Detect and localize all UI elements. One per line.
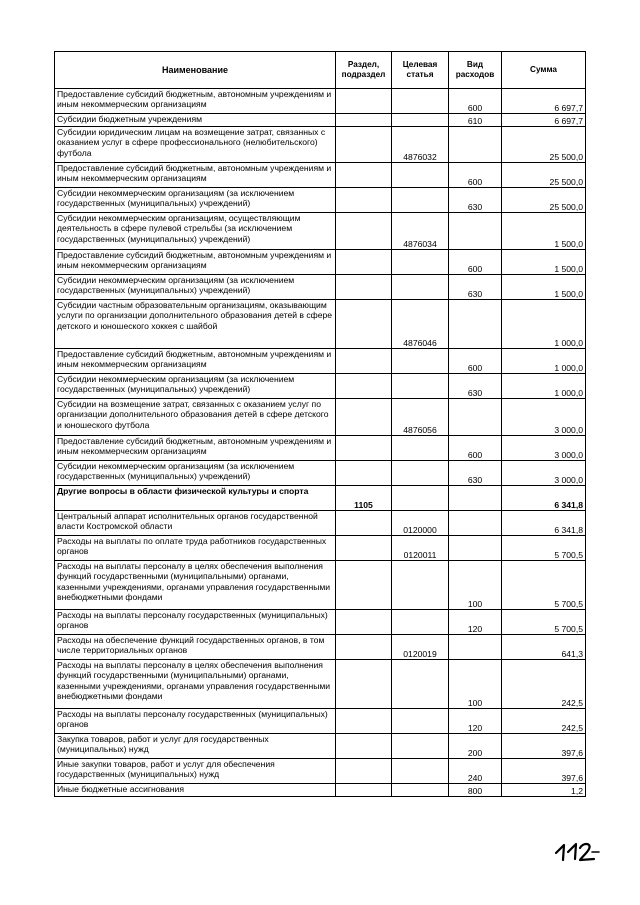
- row-target: 0120019: [392, 635, 449, 660]
- row-target: [392, 784, 449, 797]
- row-amount: 242,5: [502, 660, 586, 709]
- row-target: [392, 610, 449, 635]
- row-section: [336, 89, 392, 114]
- row-name: Другие вопросы в области физической культуры и спорта: [55, 486, 336, 511]
- row-expense: 100: [449, 561, 502, 610]
- table-row: [55, 300, 586, 349]
- row-target: [392, 349, 449, 374]
- row-amount: 242,5: [502, 709, 586, 734]
- row-target: 0120000: [392, 511, 449, 536]
- table-body: [55, 89, 586, 797]
- row-name: Субсидии юридическим лицам на возмещение затрат, связанных с оказанием услуг в сфере профессионального (нелюбительского) футбола: [55, 127, 336, 163]
- row-section: [336, 374, 392, 399]
- row-name: Расходы на выплаты персоналу государственных (муниципальных) органов: [55, 709, 336, 734]
- row-name: Субсидии бюджетным учреждениям: [55, 114, 336, 127]
- row-amount: 1 500,0: [502, 213, 586, 250]
- row-expense: 240: [449, 759, 502, 784]
- table-row: [55, 188, 586, 213]
- table-row: [55, 784, 586, 797]
- row-name: Расходы на выплаты персоналу в целях обеспечения выполнения функций государственными (муниципальными) органами, казенными учреждениями, органами управления государственными внебюджетными фондами: [55, 660, 336, 709]
- row-amount: 3 000,0: [502, 399, 586, 436]
- row-amount: 6 697,7: [502, 89, 586, 114]
- row-expense: 100: [449, 660, 502, 709]
- row-section: 1105: [336, 486, 392, 511]
- table-row: [55, 436, 586, 461]
- row-target: [392, 163, 449, 188]
- row-amount: 6 697,7: [502, 114, 586, 127]
- row-section: [336, 709, 392, 734]
- row-section: [336, 511, 392, 536]
- table-row: [55, 511, 586, 536]
- row-section: [336, 461, 392, 486]
- table-row: [55, 561, 586, 610]
- row-amount: 5 700,5: [502, 610, 586, 635]
- row-amount: 1 000,0: [502, 300, 586, 349]
- row-section: [336, 436, 392, 461]
- row-target: [392, 561, 449, 610]
- row-name: Расходы на выплаты по оплате труда работников государственных органов: [55, 536, 336, 561]
- row-section: [336, 300, 392, 349]
- budget-table: [54, 51, 586, 797]
- row-name: Субсидии частным образовательным организациям, оказывающим услуги по организации дополнительного образования детей в сфере детского и юношеского хоккея с шайбой: [55, 300, 336, 349]
- handwritten-page-number-mark: [552, 838, 602, 864]
- row-amount: 5 700,5: [502, 536, 586, 561]
- row-expense: [449, 399, 502, 436]
- row-name: Иные бюджетные ассигнования: [55, 784, 336, 797]
- row-section: [336, 759, 392, 784]
- row-name: Расходы на выплаты персоналу в целях обеспечения выполнения функций государственными (муниципальными) органами, казенными учреждениями, органами управления государственными внебюджетными фондами: [55, 561, 336, 610]
- row-amount: 3 000,0: [502, 461, 586, 486]
- row-section: [336, 660, 392, 709]
- row-section: [336, 399, 392, 436]
- row-section: [336, 275, 392, 300]
- row-target: 4876046: [392, 300, 449, 349]
- row-target: [392, 250, 449, 275]
- row-expense: 630: [449, 461, 502, 486]
- row-name: Субсидии некоммерческим организациям (за исключением государственных (муниципальных) учреждений): [55, 275, 336, 300]
- row-expense: 630: [449, 275, 502, 300]
- row-target: [392, 374, 449, 399]
- row-amount: 5 700,5: [502, 561, 586, 610]
- row-name: Предоставление субсидий бюджетным, автономным учреждениям и иным некоммерческим организациям: [55, 163, 336, 188]
- row-section: [336, 635, 392, 660]
- row-amount: 397,6: [502, 759, 586, 784]
- table-row: [55, 89, 586, 114]
- row-amount: 6 341,8: [502, 486, 586, 511]
- row-amount: 1 500,0: [502, 250, 586, 275]
- row-expense: [449, 213, 502, 250]
- row-target: [392, 759, 449, 784]
- row-amount: 3 000,0: [502, 436, 586, 461]
- row-name: Предоставление субсидий бюджетным, автономным учреждениям и иным некоммерческим организациям: [55, 89, 336, 114]
- row-expense: 630: [449, 374, 502, 399]
- row-target: 0120011: [392, 536, 449, 561]
- row-amount: 25 500,0: [502, 163, 586, 188]
- row-expense: [449, 127, 502, 163]
- row-target: [392, 486, 449, 511]
- row-section: [336, 188, 392, 213]
- table-row: [55, 709, 586, 734]
- row-name: Центральный аппарат исполнительных органов государственной власти Костромской области: [55, 511, 336, 536]
- row-target: [392, 660, 449, 709]
- handwritten-page-number: [552, 838, 602, 864]
- row-expense: [449, 511, 502, 536]
- row-section: [336, 784, 392, 797]
- row-expense: 120: [449, 709, 502, 734]
- row-target: [392, 436, 449, 461]
- header-expense: Вид расходов: [449, 52, 502, 89]
- header-target: Целевая статья: [392, 52, 449, 89]
- row-target: [392, 461, 449, 486]
- row-section: [336, 163, 392, 188]
- row-section: [336, 349, 392, 374]
- row-name: Субсидии некоммерческим организациям, осуществляющим деятельность в сфере пулевой стрельбы (за исключением государственных (муниципальных) учреждений): [55, 213, 336, 250]
- row-expense: 630: [449, 188, 502, 213]
- row-section: [336, 536, 392, 561]
- row-expense: [449, 635, 502, 660]
- row-name: Предоставление субсидий бюджетным, автономным учреждениям и иным некоммерческим организациям: [55, 349, 336, 374]
- table-row: [55, 127, 586, 163]
- table-row: [55, 163, 586, 188]
- row-amount: 1,2: [502, 784, 586, 797]
- row-expense: 120: [449, 610, 502, 635]
- row-expense: 600: [449, 250, 502, 275]
- row-name: Субсидии на возмещение затрат, связанных с оказанием услуг по организации дополнительного образования детей в сфере детского и юношеского футбола: [55, 399, 336, 436]
- row-target: 4876056: [392, 399, 449, 436]
- row-target: [392, 188, 449, 213]
- row-section: [336, 213, 392, 250]
- row-amount: 1 000,0: [502, 374, 586, 399]
- row-expense: 600: [449, 349, 502, 374]
- row-section: [336, 114, 392, 127]
- table-row: [55, 635, 586, 660]
- row-expense: [449, 486, 502, 511]
- row-section: [336, 561, 392, 610]
- row-section: [336, 250, 392, 275]
- row-expense: 610: [449, 114, 502, 127]
- header-amount: Сумма: [502, 52, 586, 89]
- row-name: Иные закупки товаров, работ и услуг для обеспечения государственных (муниципальных) нужд: [55, 759, 336, 784]
- table-row: [55, 536, 586, 561]
- table-row: [55, 660, 586, 709]
- row-target: [392, 114, 449, 127]
- row-target: 4876034: [392, 213, 449, 250]
- table-row: [55, 461, 586, 486]
- row-target: [392, 709, 449, 734]
- table-row: [55, 114, 586, 127]
- row-name: Предоставление субсидий бюджетным, автономным учреждениям и иным некоммерческим организациям: [55, 436, 336, 461]
- row-name: Предоставление субсидий бюджетным, автономным учреждениям и иным некоммерческим организациям: [55, 250, 336, 275]
- row-name: Субсидии некоммерческим организациям (за исключением государственных (муниципальных) учреждений): [55, 461, 336, 486]
- row-section: [336, 127, 392, 163]
- table-row: [55, 399, 586, 436]
- table-row: [55, 250, 586, 275]
- table-row: [55, 486, 586, 511]
- table-row: [55, 759, 586, 784]
- table-row: [55, 275, 586, 300]
- row-expense: 600: [449, 436, 502, 461]
- row-amount: 397,6: [502, 734, 586, 759]
- row-amount: 1 500,0: [502, 275, 586, 300]
- row-amount: 25 500,0: [502, 188, 586, 213]
- row-target: [392, 89, 449, 114]
- row-amount: 1 000,0: [502, 349, 586, 374]
- row-expense: [449, 536, 502, 561]
- row-amount: 6 341,8: [502, 511, 586, 536]
- row-expense: [449, 300, 502, 349]
- row-amount: 25 500,0: [502, 127, 586, 163]
- row-section: [336, 610, 392, 635]
- row-expense: 200: [449, 734, 502, 759]
- table-row: [55, 213, 586, 250]
- table-row: [55, 374, 586, 399]
- row-amount: 641,3: [502, 635, 586, 660]
- row-expense: 800: [449, 784, 502, 797]
- row-name: Закупка товаров, работ и услуг для государственных (муниципальных) нужд: [55, 734, 336, 759]
- table-row: [55, 349, 586, 374]
- header-name: Наименование: [55, 52, 336, 89]
- row-expense: 600: [449, 89, 502, 114]
- header-section: Раздел, подраздел: [336, 52, 392, 89]
- row-target: [392, 275, 449, 300]
- table-row: [55, 610, 586, 635]
- row-target: [392, 734, 449, 759]
- row-name: Субсидии некоммерческим организациям (за исключением государственных (муниципальных) учреждений): [55, 188, 336, 213]
- row-section: [336, 734, 392, 759]
- row-name: Расходы на выплаты персоналу государственных (муниципальных) органов: [55, 610, 336, 635]
- table-header-row: [55, 52, 586, 89]
- row-target: 4876032: [392, 127, 449, 163]
- row-name: Субсидии некоммерческим организациям (за исключением государственных (муниципальных) учреждений): [55, 374, 336, 399]
- row-name: Расходы на обеспечение функций государственных органов, в том числе территориальных органов: [55, 635, 336, 660]
- row-expense: 600: [449, 163, 502, 188]
- table-row: [55, 734, 586, 759]
